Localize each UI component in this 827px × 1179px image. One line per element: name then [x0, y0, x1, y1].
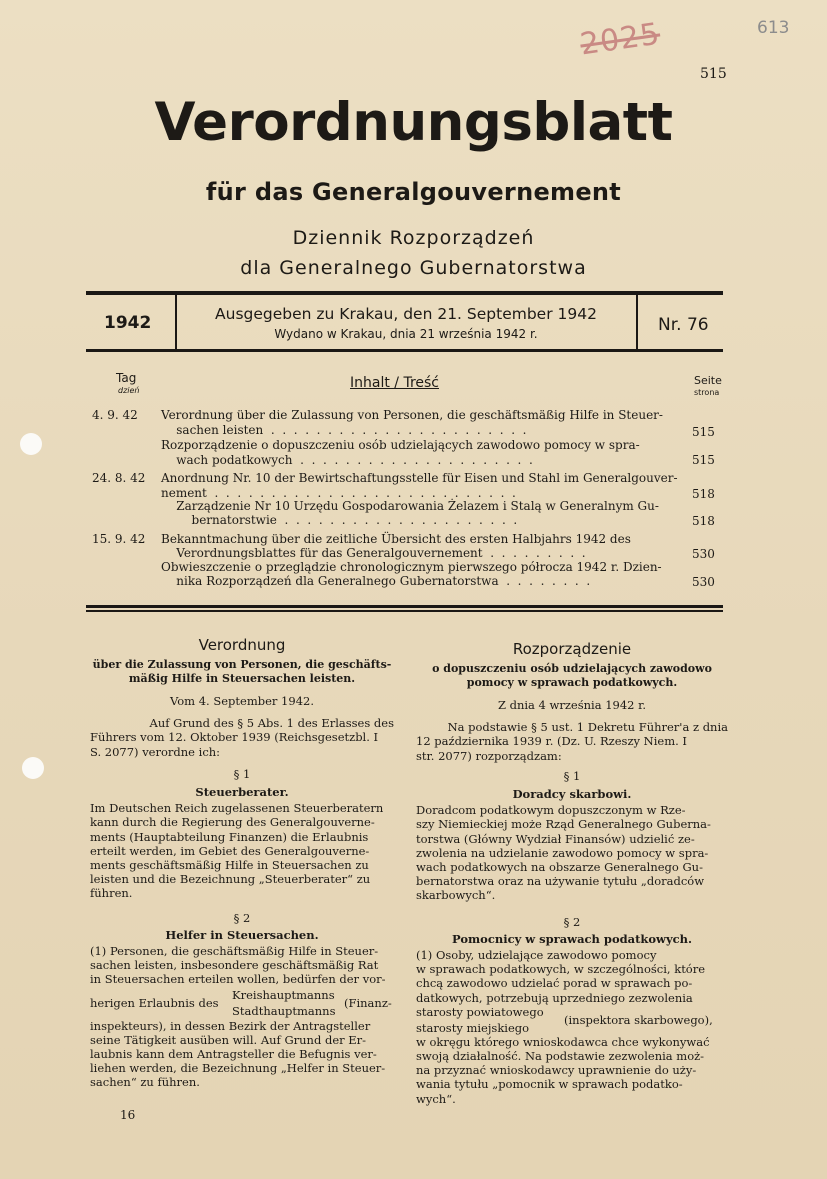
right-sec2-line9: wych“. [416, 1091, 456, 1106]
toc-entry-3-date: 15. 9. 42 [92, 532, 146, 546]
left-fraction-top: Kreishauptmanns [232, 987, 335, 1002]
right-subheading [416, 662, 728, 690]
left-sec2-line4: inspekteurs), in dessen Bezirk der Antragsteller [90, 1018, 371, 1033]
right-sec1-line5: wach podatkowych na obszarze Generalnego Gu- [416, 860, 703, 875]
right-subheading-line2: pomocy w sprawach podatkowych. [466, 676, 678, 689]
left-sec2-line6: laubnis kann dem Antragsteller die Befugnis ver- [90, 1047, 377, 1062]
toc-entry-2-date: 24. 8. 42 [92, 471, 146, 485]
toc-entry-3-line1: Bekanntmachung über die zeitliche Übersicht des ersten Halbjahrs 1942 des [161, 532, 631, 546]
left-sec2-body [90, 944, 394, 1090]
toc-entry-2-line3: Zarządzenie Nr 10 Urzędu Gospodarowania Żelazem i Stalą w Generalnym Gu- [161, 499, 659, 513]
page-number: 515 [700, 66, 727, 82]
issue-box-divider-left [175, 295, 177, 349]
toc-entry-1-page-pl: 515 [692, 453, 715, 467]
left-sec1-line6: leisten und die Bezeichnung „Steuerberater“ zu [90, 872, 371, 887]
right-intro [416, 720, 728, 763]
punch-hole-top [20, 433, 42, 455]
right-intro-line3: str. 2077) rozporządzam: [416, 748, 562, 763]
issue-box-top-rule [86, 291, 723, 295]
toc-entry-1-page-de: 515 [692, 425, 715, 439]
issue-number: Nr. 76 [658, 315, 709, 335]
right-heading: Rozporządzenie [512, 640, 632, 658]
toc-entry-1-line2: sachen leisten . . . . . . . . . . . . . . . . . . . . . . . [161, 423, 527, 437]
left-subheading [90, 658, 394, 686]
left-subheading-line1: über die Zulassung von Personen, die geschäfts- [92, 658, 392, 671]
left-intro [90, 716, 394, 759]
left-sec2-line8: sachen“ zu führen. [90, 1075, 200, 1090]
right-fraction-top: starosty powiatowego [416, 1004, 544, 1019]
punch-hole-bottom [22, 757, 44, 779]
toc-entry-2-page-de: 518 [692, 487, 715, 501]
left-sec2-line5: seine Tätigkeit ausüben will. Auf Grund der Er- [90, 1032, 367, 1047]
left-sec1-line3: ments (Hauptabteilung Finanzen) die Erlaubnis [90, 829, 369, 844]
right-sec2-body [416, 948, 728, 1106]
issue-date-pl: Wydano w Krakau, dnia 21 września 1942 r. [274, 327, 538, 341]
right-sec1-line7: skarbowych“. [416, 888, 496, 903]
right-fraction-row [416, 1005, 728, 1035]
toc-entry-1-line4: wach podatkowych . . . . . . . . . . . . . . . . . . . . . [161, 453, 533, 467]
right-sec1-line3: torstwa (Główny Wydział Finansów) udzielić ze- [416, 831, 695, 846]
right-sec2-line2: w sprawach podatkowych, w szczególności, które [416, 962, 706, 977]
issue-box-bottom-rule [86, 349, 723, 352]
contents-page-label: Seite [694, 374, 722, 387]
polish-title-line1: Dziennik Rozporządzeń [292, 227, 535, 249]
left-sec1-line4: erteilt werden, im Gebiet des Generalgouverne- [90, 843, 370, 858]
toc-entry-3-page-pl: 530 [692, 575, 715, 589]
toc-entry-2-line4: bernatorstwie . . . . . . . . . . . . . . . . . . . . . [161, 513, 518, 527]
issue-year: 1942 [104, 313, 152, 333]
right-fraction-post: (inspektora skarbowego), [564, 1012, 713, 1027]
right-sec2-line1: (1) Osoby, udzielające zawodowo pomocy [416, 948, 657, 963]
masthead-subtitle: für das Generalgouvernement [205, 178, 622, 206]
issue-date-de: Ausgegeben zu Krakau, den 21. September 1942 [215, 305, 597, 323]
left-sec2-line7: liehen werden, die Bezeichnung „Helfer in Steuer- [90, 1061, 386, 1076]
right-sec1-body [416, 803, 728, 902]
right-sec1-num: § 1 [563, 768, 581, 783]
right-sec2-line5: w okręgu którego wnioskodawca chce wykonywać [416, 1034, 710, 1049]
masthead-title: Verordnungsblatt [154, 92, 673, 153]
left-intro-line2: Führers vom 12. Oktober 1939 (Reichsgesetzbl. I [90, 730, 379, 745]
right-sec2-line3: chcą zawodowo udzielać porad w sprawach po- [416, 976, 693, 991]
right-sec2-num: § 2 [563, 914, 581, 929]
toc-entry-1-date: 4. 9. 42 [92, 408, 138, 422]
toc-entry-1-line3: Rozporządzenie o dopuszczeniu osób udzielających zawodowo pomocy w spra- [161, 438, 640, 452]
right-sec1-line6: bernatorstwa oraz na używanie tytułu „doradców [416, 874, 705, 889]
contents-day-label-pl: dzień [118, 386, 140, 395]
left-fraction-row [90, 987, 394, 1019]
left-sec2-num: § 2 [233, 910, 251, 925]
right-sec1-line4: zwolenia na udzielanie zawodowo pomocy w spra- [416, 845, 709, 860]
contents-page-label-pl: strona [694, 388, 720, 397]
handwritten-crossed-number: 2025 [577, 16, 663, 63]
toc-entry-2-line1: Anordnung Nr. 10 der Bewirtschaftungsstelle für Eisen und Stahl im Generalgouver- [161, 471, 678, 485]
toc-entry-2-line2: nement . . . . . . . . . . . . . . . . . . . . . . . . . . . [161, 486, 516, 500]
right-sec2-line6: swoją działalność. Na podstawie zezwolenia moż- [416, 1049, 705, 1064]
contents-day-label: Tag [116, 371, 137, 385]
footer-mark: 16 [120, 1108, 136, 1122]
right-date-line: Z dnia 4 września 1942 r. [497, 698, 647, 712]
toc-entry-3-line4: nika Rozporządzeń dla Generalnego Gubernatorstwa . . . . . . . . [161, 574, 591, 588]
toc-entry-3-line3: Obwieszczenie o przeglądzie chronologicznym pierwszego półrocza 1942 r. Dzien- [161, 560, 662, 574]
contents-heading: Inhalt / Treść [350, 375, 439, 391]
left-sec2-line1: (1) Personen, die geschäftsmäßig Hilfe in Steuer- [90, 944, 379, 959]
right-sec2-line4: datkowych, potrzebują uprzedniego zezwolenia [416, 990, 693, 1005]
right-sec1-line2: szy Niemieckiej może Rząd Generalnego Guberna- [416, 817, 711, 832]
left-fraction-post: (Finanz- [344, 995, 392, 1010]
left-sec1-line5: ments geschäftsmäßig Hilfe in Steuersachen zu [90, 858, 369, 873]
right-sec2-line8: wania tytułu „pomocnik w sprawach podatko- [416, 1077, 683, 1092]
left-sec1-num: § 1 [233, 766, 251, 781]
left-sec2-line3: in Steuersachen erteilen wollen, bedürfen der vor- [90, 972, 386, 987]
toc-entry-1-line1: Verordnung über die Zulassung von Personen, die geschäftsmäßig Hilfe in Steuer- [161, 408, 663, 422]
left-fraction-pre: herigen Erlaubnis des [90, 995, 219, 1010]
right-subheading-line1: o dopuszczeniu osób udzielających zawodowo [432, 662, 712, 675]
left-sec2-title: Helfer in Steuersachen. [165, 927, 319, 942]
section-rule-top [86, 605, 723, 608]
right-sec2-title: Pomocnicy w sprawach podatkowych. [451, 931, 693, 946]
handwritten-archive-number: 613 [757, 18, 790, 38]
left-sec1-body [90, 801, 394, 900]
toc-entry-3-page-de: 530 [692, 547, 715, 561]
left-subheading-line2: mäßig Hilfe in Steuersachen leisten. [128, 672, 356, 685]
toc-entry-3-line2: Verordnungsblattes für das Generalgouvernement . . . . . . . . . [161, 546, 586, 560]
right-column [416, 640, 728, 1106]
left-heading: Verordnung [198, 636, 286, 654]
issue-box-divider-right [636, 295, 638, 349]
left-fraction-bottom: Stadthauptmanns [232, 1003, 336, 1018]
left-column [90, 636, 394, 1090]
section-rule-bottom [86, 610, 723, 612]
polish-title-line2: dla Generalnego Gubernatorstwa [240, 257, 587, 279]
left-date-line: Vom 4. September 1942. [170, 694, 314, 708]
left-sec1-line1: Im Deutschen Reich zugelassenen Steuerberatern [90, 801, 384, 816]
right-intro-line2: 12 października 1939 r. (Dz. U. Rzeszy Niem. I [416, 734, 687, 749]
left-sec1-line2: kann durch die Regierung des Generalgouverne- [90, 815, 375, 830]
right-fraction-bottom: starosty miejskiego [416, 1020, 530, 1035]
toc-entry-2-page-pl: 518 [692, 514, 715, 528]
right-sec2-line7: na przyznać wnioskodawcy uprawnienie do uży- [416, 1063, 697, 1078]
left-sec1-line7: führen. [90, 886, 133, 901]
right-sec1-title: Doradcy skarbowi. [512, 787, 632, 802]
right-sec1-line1: Doradcom podatkowym dopuszczonym w Rze- [416, 803, 686, 818]
left-sec1-title: Steuerberater. [195, 785, 289, 800]
right-intro-line1: Na podstawie § 5 ust. 1 Dekretu Führer'a z dnia [447, 720, 728, 735]
left-intro-line3: S. 2077) verordne ich: [90, 744, 221, 759]
left-sec2-line2: sachen leisten, insbesondere geschäftsmäßig Rat [90, 958, 379, 973]
left-intro-line1: Auf Grund des § 5 Abs. 1 des Erlasses des [149, 716, 394, 731]
